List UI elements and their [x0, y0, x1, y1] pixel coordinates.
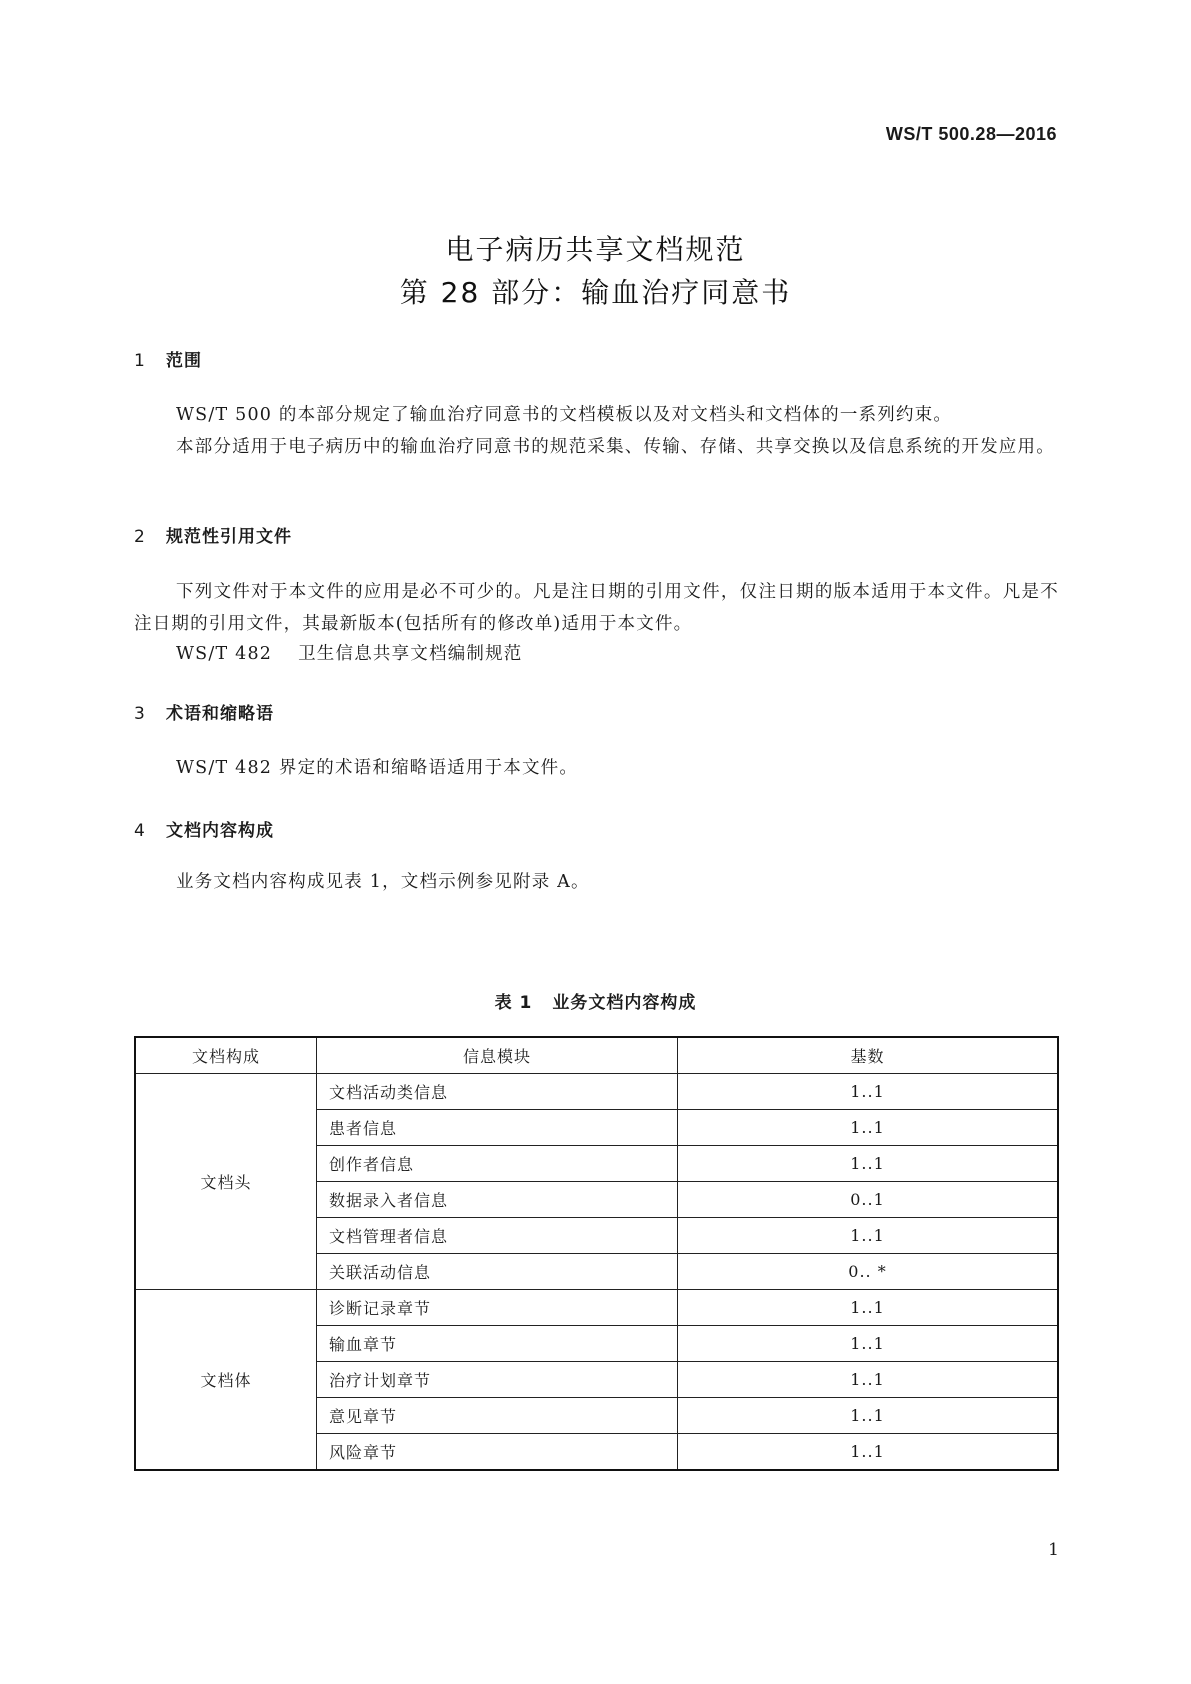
document-subtitle: 第 28 部分：输血治疗同意书: [399, 276, 792, 309]
table-header-row: [135, 1037, 1058, 1074]
paragraph: 本部分适用于电子病历中的输血治疗同意书的规范采集、传输、存储、共享交换以及信息系统的开发应用。: [176, 437, 1055, 457]
section-heading-scope: [134, 346, 202, 371]
module-cell: 患者信息: [317, 1110, 678, 1146]
paragraph: WS/T 482 界定的术语和缩略语适用于本文件。: [176, 758, 579, 778]
paragraph: WS/T 500 的本部分规定了输血治疗同意书的文档模板以及对文档头和文档体的一系列约束。: [176, 405, 953, 425]
section-title: 术语和缩略语: [166, 704, 274, 724]
column-header: 信息模块: [317, 1037, 678, 1074]
content-structure-table: [134, 1036, 1059, 1471]
module-cell: 数据录入者信息: [317, 1182, 678, 1218]
cardinality-cell: 1..1: [678, 1362, 1059, 1398]
section-heading-content: [134, 816, 274, 841]
module-cell: 创作者信息: [317, 1146, 678, 1182]
section-heading-terms: [134, 699, 274, 724]
module-cell: 治疗计划章节: [317, 1362, 678, 1398]
module-cell: 文档活动类信息: [317, 1074, 678, 1110]
cardinality-cell: 0.. *: [678, 1254, 1059, 1290]
section-number: 1: [134, 351, 146, 371]
module-cell: 输血章节: [317, 1326, 678, 1362]
section-heading-normative-references: [134, 522, 292, 547]
table-caption-label: 表 1: [494, 993, 533, 1013]
cardinality-cell: 1..1: [678, 1398, 1059, 1434]
document-title: 电子病历共享文档规范: [445, 233, 746, 266]
cardinality-cell: 1..1: [678, 1290, 1059, 1326]
standard-number: WS/T 500.28—2016: [885, 124, 1057, 144]
section-number: 3: [134, 704, 146, 724]
reference-entry: [176, 640, 523, 665]
section-title: 文档内容构成: [166, 821, 274, 841]
reference-name: 卫生信息共享文档编制规范: [298, 644, 523, 664]
group-cell: 文档头: [135, 1074, 317, 1290]
table-row: [135, 1290, 1058, 1326]
table-caption: [0, 988, 1191, 1013]
cardinality-cell: 1..1: [678, 1218, 1059, 1254]
section-title: 范围: [166, 351, 202, 371]
cardinality-cell: 1..1: [678, 1146, 1059, 1182]
cardinality-cell: 1..1: [678, 1326, 1059, 1362]
module-cell: 文档管理者信息: [317, 1218, 678, 1254]
section-title: 规范性引用文件: [166, 527, 292, 547]
section-number: 4: [134, 821, 146, 841]
section-number: 2: [134, 527, 146, 547]
module-cell: 诊断记录章节: [317, 1290, 678, 1326]
module-cell: 关联活动信息: [317, 1254, 678, 1290]
module-cell: 风险章节: [317, 1434, 678, 1471]
cardinality-cell: 0..1: [678, 1182, 1059, 1218]
cardinality-cell: 1..1: [678, 1110, 1059, 1146]
table-caption-title: 业务文档内容构成: [552, 993, 697, 1013]
reference-code: WS/T 482: [176, 644, 273, 664]
paragraph: 下列文件对于本文件的应用是必不可少的。凡是注日期的引用文件，仅注日期的版本适用于本文件。凡是不注日期的引用文件，其最新版本(包括所有的修改单)适用于本文件。: [134, 582, 1059, 634]
module-cell: 意见章节: [317, 1398, 678, 1434]
table-row: [135, 1074, 1058, 1110]
column-header: 文档构成: [135, 1037, 317, 1074]
page-number: 1: [1048, 1540, 1059, 1560]
column-header: 基数: [678, 1037, 1059, 1074]
cardinality-cell: 1..1: [678, 1434, 1059, 1471]
cardinality-cell: 1..1: [678, 1074, 1059, 1110]
group-cell: 文档体: [135, 1290, 317, 1471]
paragraph: 业务文档内容构成见表 1，文档示例参见附录 A。: [176, 872, 590, 892]
